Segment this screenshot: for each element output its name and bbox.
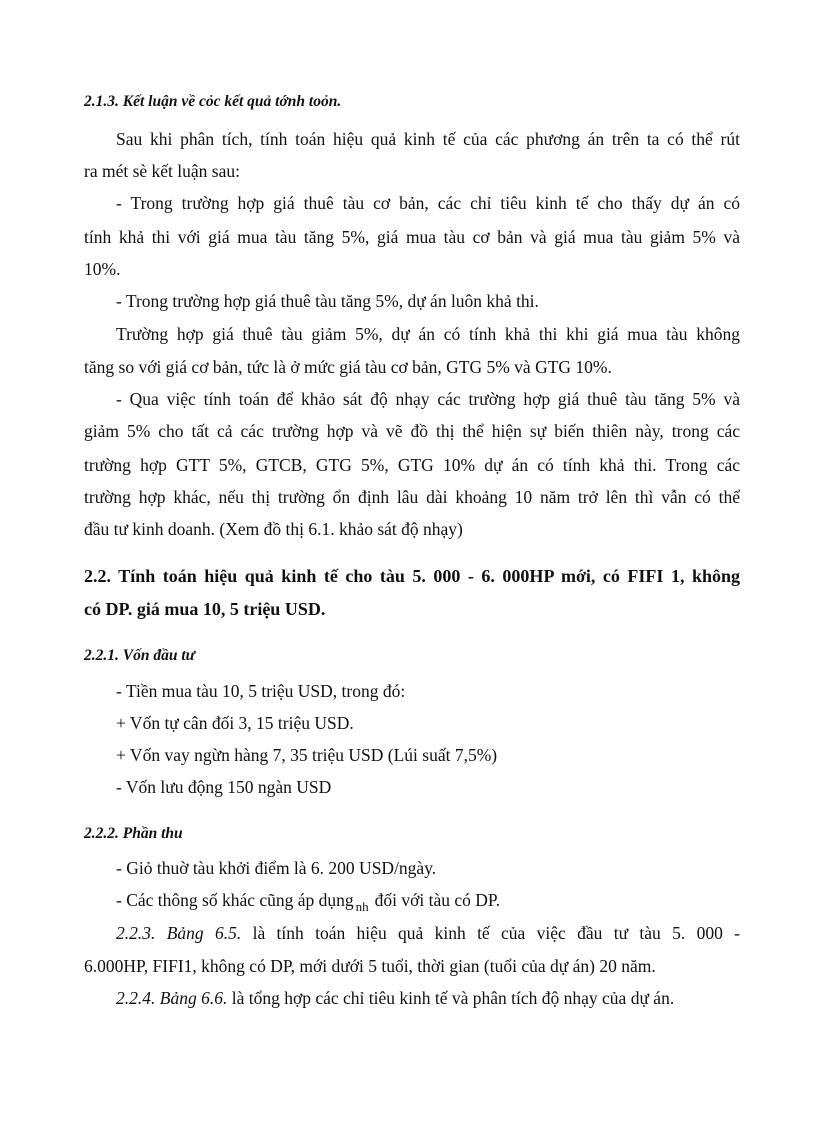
subscript-fragment: nh — [355, 899, 369, 914]
list-item — [116, 889, 740, 913]
paragraph-line: trường hợp GTT 5%, GTCB, GTG 5%, GTG 10% dự án có tính khả thi. Trong các — [84, 455, 740, 475]
heading-2-1-3: 2.1.3. Kết luận về cỏc kết quả tớnh toỏn. — [84, 93, 342, 110]
heading-2-2-line1: 2.2. Tính toán hiệu quả kinh tế cho tàu 5. 000 - 6. 000HP mới, có FIFI 1, không — [84, 566, 740, 586]
paragraph-line: Sau khi phân tích, tính toán hiệu quả kinh tế của các phương án trên ta có thể rút — [116, 129, 740, 149]
paragraph-2-2-4 — [116, 987, 740, 1009]
heading-2-2-2: 2.2.2. Phần thu — [84, 825, 183, 842]
paragraph-line: 10%. — [84, 259, 121, 279]
paragraph-2-2-3-line2: 6.000HP, FIFI1, không có DP, mới dưới 5 tuổi, thời gian (tuổi của dự án) 20 năm. — [84, 956, 656, 976]
paragraph-line: ra mét sè kết luận sau: — [84, 161, 240, 181]
paragraph-text: là tổng hợp các chỉ tiêu kinh tế và phân tích độ nhạy của dự án. — [231, 988, 675, 1008]
paragraph-line: giảm 5% cho tất cả các trường hợp và vẽ đồ thị thể hiện sự biến thiên này, trong các — [84, 421, 740, 441]
table-reference: 2.2.4. Bảng 6.6. — [116, 988, 228, 1008]
list-item: - Vốn lưu động 150 ngàn USD — [116, 777, 332, 797]
item-text-before: - Các thông số khác cũng áp dụng — [116, 890, 354, 910]
paragraph-2-2-3-line1 — [116, 922, 740, 944]
list-item: + Vốn vay ngừn hàng 7, 35 triệu USD (Lúi suất 7,5%) — [116, 745, 498, 765]
paragraph-text: là tính toán hiệu quả kinh tế của việc đầu tư tàu 5. 000 - — [252, 923, 740, 943]
paragraph-line: đầu tư kinh doanh. (Xem đồ thị 6.1. khảo sát độ nhạy) — [84, 519, 463, 539]
list-item: + Vốn tự cân đối 3, 15 triệu USD. — [116, 713, 354, 733]
paragraph-line: - Trong trường hợp giá thuê tàu cơ bản, các chỉ tiêu kinh tế cho thấy dự án có — [116, 193, 740, 213]
paragraph-line: - Trong trường hợp giá thuê tàu tăng 5%, dự án luôn khả thi. — [116, 291, 539, 311]
heading-2-2-line2: có DP. giá mua 10, 5 triệu USD. — [84, 599, 326, 619]
paragraph-line: tính khả thi với giá mua tàu tăng 5%, giá mua tàu cơ bản và giá mua tàu giảm 5% và — [84, 227, 740, 247]
table-reference: 2.2.3. Bảng 6.5. — [116, 923, 242, 943]
paragraph-line: trường hợp khác, nếu thị trường ổn định lâu dài khoảng 10 năm trở lên thì vẫn có thể — [84, 487, 740, 507]
item-text-after: đối với tàu có DP. — [374, 890, 501, 910]
paragraph-line: Trường hợp giá thuê tàu giảm 5%, dự án có tính khả thi khi giá mua tàu không — [116, 324, 740, 344]
paragraph-line: - Qua việc tính toán để khảo sát độ nhạy các trường hợp giá thuê tàu tăng 5% và — [116, 389, 740, 409]
heading-2-2-1: 2.2.1. Vốn đầu tư — [84, 647, 195, 664]
list-item: - Giỏ thuờ tàu khởi điểm là 6. 200 USD/ngày. — [116, 858, 437, 878]
list-item: - Tiền mua tàu 10, 5 triệu USD, trong đó: — [116, 681, 406, 701]
paragraph-line: tăng so với giá cơ bản, tức là ở mức giá tàu cơ bản, GTG 5% và GTG 10%. — [84, 357, 612, 377]
